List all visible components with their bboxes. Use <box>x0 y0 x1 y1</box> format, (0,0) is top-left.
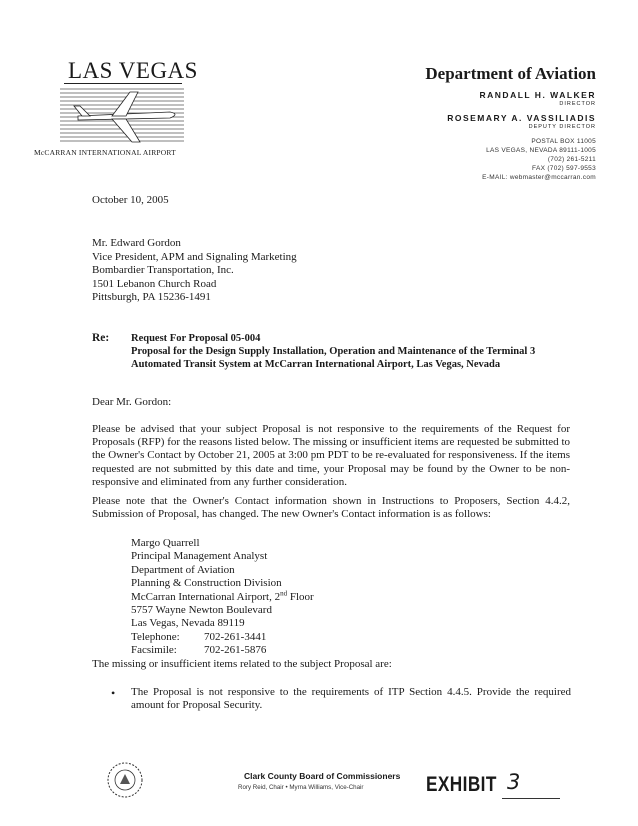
letter-date: October 10, 2005 <box>92 194 169 206</box>
re-subject <box>131 332 576 371</box>
recipient-company: Bombardier Transportation, Inc. <box>92 264 234 276</box>
deputy-title: DEPUTY DIRECTOR <box>528 124 596 130</box>
paragraph-2: Please note that the Owner's Contact information shown in Instructions to Proposers, Section 4.4.2, Submission of Proposal, has changed. The new Owner's Contact information is as follows: <box>92 495 570 521</box>
salutation: Dear Mr. Gordon: <box>92 396 172 408</box>
bullet-item-1: The Proposal is not responsive to the requirements of ITP Section 4.4.5. Provide the required amount for Proposal Security. <box>131 686 571 712</box>
facsimile-label: Facsimile: <box>131 644 177 657</box>
board-names: Rory Reid, Chair • Myrna Williams, Vice-Chair <box>238 784 364 791</box>
airport-name: McCARRAN INTERNATIONAL AIRPORT <box>34 148 176 157</box>
airplane-logo-icon <box>60 86 184 146</box>
contact-dept: Department of Aviation <box>131 563 235 576</box>
contact-address-1 <box>131 588 314 604</box>
contact-title: Principal Management Analyst <box>131 550 268 563</box>
paragraph-1: Please be advised that your subject Proposal is not responsive to the requirements of the Request for Proposals (RFP) for the reasons listed below. The missing or insufficient items are requested be submitted to the Owner's Contact by October 21, 2005 at 3:00 pm PDT to be re-evaluated for responsiveness. If the items requested are not submitted by this date and time, your Proposal may be found by the Owner to be non-responsive and eliminated from any further consideration. <box>92 423 570 488</box>
address-1-sup: nd <box>280 588 288 597</box>
fax-line: FAX (702) 597-9553 <box>532 165 596 172</box>
contact-address-2: 5757 Wayne Newton Boulevard <box>131 603 272 616</box>
director-name: RANDALL H. WALKER <box>479 90 596 100</box>
exhibit-underline <box>502 798 560 799</box>
contact-address-3: Las Vegas, Nevada 89119 <box>131 617 245 630</box>
bullet-icon: • <box>111 686 116 700</box>
re-line-2: Proposal for the Design Supply Installation, Operation and Maintenance of the Terminal 3 Automated Transit System at McCarran International Airport, Las Vegas, Nevada <box>131 346 536 370</box>
department-title: Department of Aviation <box>425 64 596 83</box>
telephone-value: 702-261-3441 <box>204 630 267 643</box>
director-title: DIRECTOR <box>559 101 596 107</box>
recipient-title: Vice President, APM and Signaling Marketing <box>92 250 297 263</box>
phone-line: (702) 261-5211 <box>547 156 596 163</box>
clark-county-seal-icon <box>100 758 150 800</box>
facsimile-value: 702-261-5876 <box>204 644 267 657</box>
recipient-address <box>92 237 297 305</box>
contact-name: Margo Quarrell <box>131 537 200 549</box>
deputy-name: ROSEMARY A. VASSILIADIS <box>447 113 596 123</box>
recipient-street: 1501 Lebanon Church Road <box>92 277 217 290</box>
re-line-1: Request For Proposal 05-004 <box>131 333 261 344</box>
address-1-floor: Floor <box>287 590 314 603</box>
exhibit-stamp: EXHIBIT <box>426 773 497 796</box>
owner-contact-block <box>131 537 314 658</box>
city-line: LAS VEGAS, NEVADA 89111-1005 <box>486 147 596 154</box>
re-label: Re: <box>92 332 110 344</box>
po-box: POSTAL BOX 11005 <box>531 138 596 145</box>
recipient-name: Mr. Edward Gordon <box>92 237 181 249</box>
logo-underline <box>64 83 182 84</box>
exhibit-number: 3 <box>507 770 521 794</box>
facsimile-row <box>131 644 314 657</box>
telephone-row <box>131 631 314 644</box>
board-title: Clark County Board of Commissioners <box>244 771 401 781</box>
address-1-text: McCarran International Airport, 2 <box>131 590 281 603</box>
paragraph-3: The missing or insufficient items related to the subject Proposal are: <box>92 658 392 670</box>
telephone-label: Telephone: <box>131 630 180 643</box>
logo-title: LAS VEGAS <box>68 58 198 83</box>
contact-division: Planning & Construction Division <box>131 577 282 590</box>
recipient-city: Pittsburgh, PA 15236-1491 <box>92 291 211 303</box>
email-line: E-MAIL: webmaster@mccarran.com <box>482 174 596 181</box>
